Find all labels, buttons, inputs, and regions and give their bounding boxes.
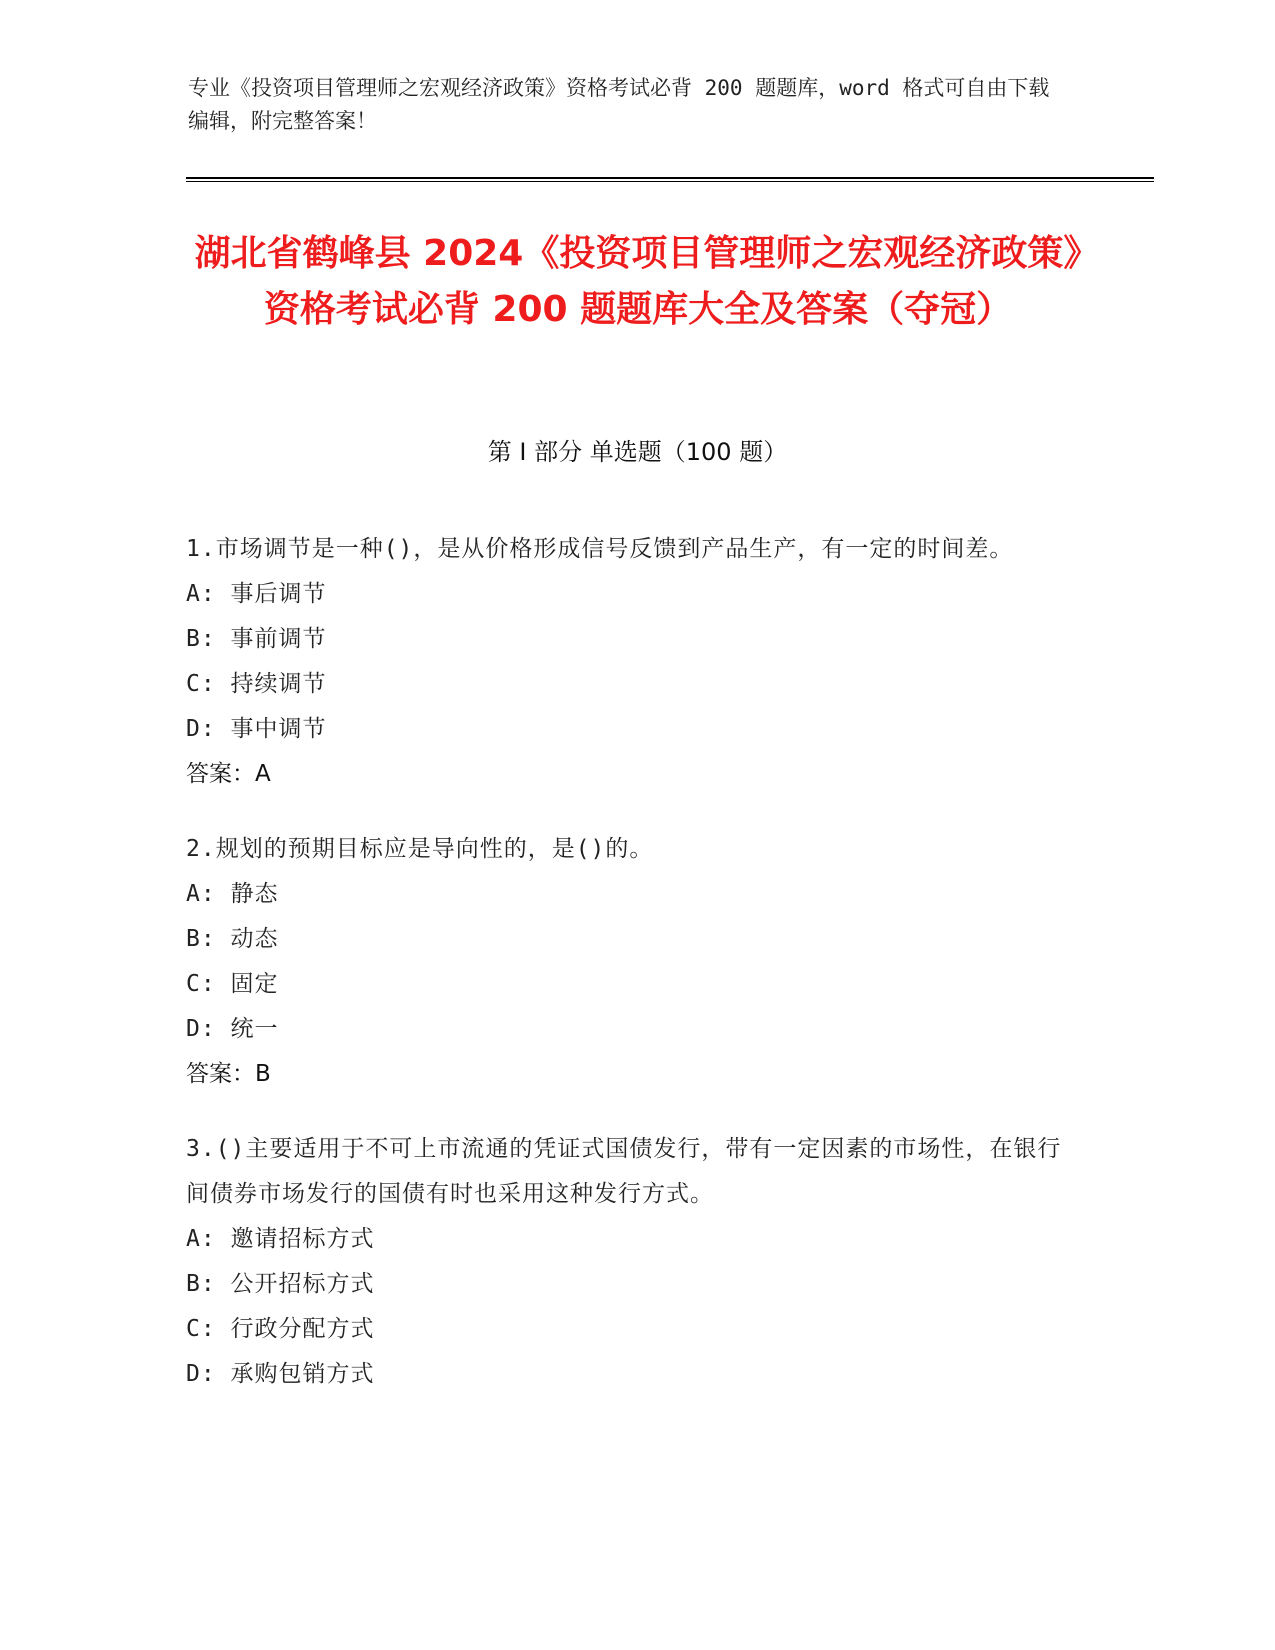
question-stem: 3.()主要适用于不可上市流通的凭证式国债发行，带有一定因素的市场性，在银行间债券市场发行的国债有时也采用这种发行方式。 <box>186 1136 1062 1207</box>
option-a: A: 邀请招标方式 <box>186 1226 375 1252</box>
option-b: B: 动态 <box>186 926 279 952</box>
option-a: A: 事后调节 <box>186 581 327 607</box>
answer: 答案：A <box>186 761 271 787</box>
section-title: 第 I 部分 单选题（100 题） <box>487 438 788 466</box>
question-stem: 1.市场调节是一种()，是从价格形成信号反馈到产品生产，有一定的时间差。 <box>186 536 1014 562</box>
option-d: D: 事中调节 <box>186 716 327 742</box>
question-list <box>186 527 1066 1427</box>
question-1 <box>186 527 1066 797</box>
option-c: C: 持续调节 <box>186 671 327 697</box>
option-b: B: 事前调节 <box>186 626 327 652</box>
answer: 答案：B <box>186 1061 271 1087</box>
option-a: A: 静态 <box>186 881 279 907</box>
option-b: B: 公开招标方式 <box>186 1271 375 1297</box>
header-rule-thin <box>186 181 1154 182</box>
question-2 <box>186 827 1066 1097</box>
option-d: D: 承购包销方式 <box>186 1361 375 1387</box>
option-d: D: 统一 <box>186 1016 279 1042</box>
header-note: 专业《投资项目管理师之宏观经济政策》资格考试必背 200 题题库，word 格式可自由下载编辑，附完整答案！ <box>188 76 1050 133</box>
header-rule-thick <box>186 177 1154 179</box>
question-stem: 2.规划的预期目标应是导向性的，是()的。 <box>186 836 654 862</box>
option-c: C: 行政分配方式 <box>186 1316 375 1342</box>
option-c: C: 固定 <box>186 971 279 997</box>
document-title: 湖北省鹤峰县 2024《投资项目管理师之宏观经济政策》资格考试必背 200 题题库大全及答案（夺冠） <box>194 233 1082 330</box>
question-3 <box>186 1127 1066 1397</box>
